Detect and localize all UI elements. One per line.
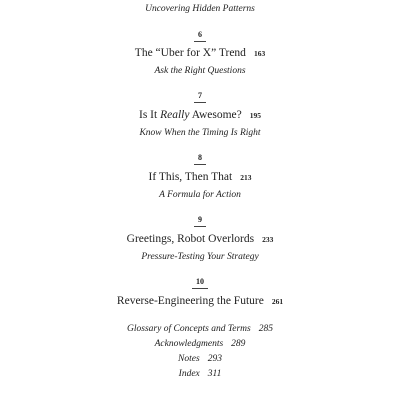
chapter-10-page: 261: [271, 297, 284, 306]
chapter-7-page: 195: [249, 111, 261, 120]
chapter-10-number: 10: [0, 277, 400, 289]
back-matter-glossary: Glossary of Concepts and Terms 285: [127, 324, 273, 334]
chapter-7-number: 7: [0, 91, 400, 103]
back-matter-notes: Notes 293: [178, 354, 222, 364]
chapter-8-page: 213: [240, 173, 252, 182]
chapter-6-subtitle: Ask the Right Questions: [154, 66, 246, 76]
chapter-9-page: 233: [262, 235, 274, 244]
chapter-6-title: The “Uber for X” Trend 163: [134, 47, 266, 59]
chapter-10-title: Reverse-Engineering the Future 261: [116, 295, 284, 307]
chapter-8-subtitle: A Formula for Action: [159, 190, 241, 200]
chapter-9-number: 9: [0, 215, 400, 227]
chapter-8-title: If This, Then That 213: [148, 171, 252, 183]
back-matter-acknowledgments: Acknowledgments 289: [154, 339, 246, 349]
back-matter-index: Index 311: [178, 369, 222, 379]
chapter-6-page: 163: [253, 49, 266, 58]
chapter-7-title: Is It Really Awesome? 195: [139, 109, 261, 121]
chapter-7-subtitle: Know When the Timing Is Right: [139, 128, 261, 138]
chapter-9-subtitle: Pressure-Testing Your Strategy: [141, 252, 259, 262]
chapter-5-subtitle: Uncovering Hidden Patterns: [145, 4, 255, 14]
chapter-8-number: 8: [0, 153, 400, 165]
chapter-6-number: 6: [0, 30, 400, 42]
chapter-9-title: Greetings, Robot Overlords 233: [126, 233, 274, 245]
